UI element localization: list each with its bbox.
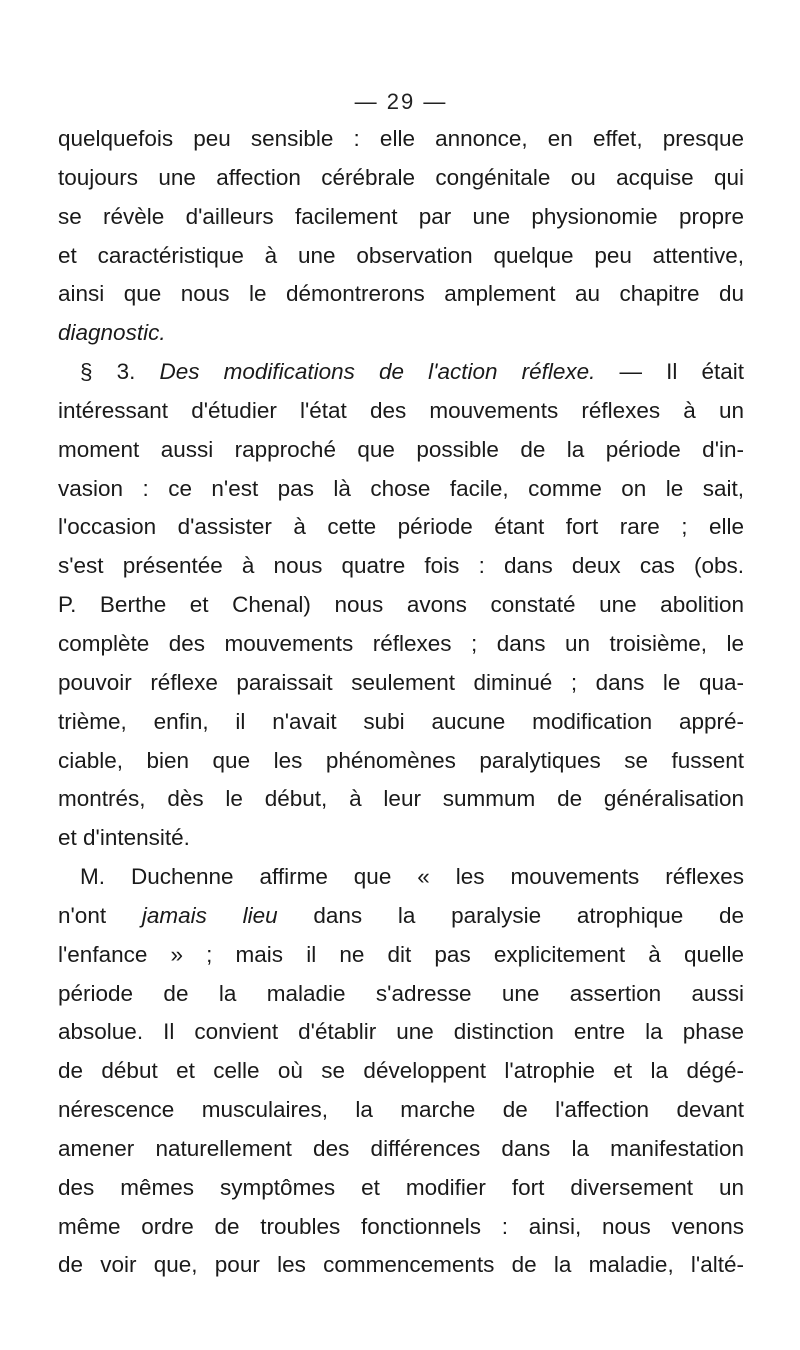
text-run: même ordre de troubles fonctionnels : ainsi, nous venons (58, 1213, 744, 1239)
text-run: et caractéristique à une observation quelque peu attentive, (58, 242, 744, 268)
italic-text: jamais lieu (141, 902, 278, 928)
text-line (58, 780, 744, 819)
italic-text: Des modifications de l'action réflexe. (159, 359, 596, 385)
text-run: quelquefois peu sensible : elle annonce, en effet, presque (58, 126, 744, 151)
text-line (58, 586, 744, 625)
text-line (58, 1169, 744, 1208)
text-run: complète des mouvements réflexes ; dans un troisième, le (58, 630, 744, 656)
text-run: période de la maladie s'adresse une assertion aussi (58, 980, 744, 1006)
text-line (58, 547, 744, 586)
text-line (58, 742, 744, 781)
text-run: toujours une affection cérébrale congénitale ou acquise qui (58, 164, 744, 190)
text-line (58, 198, 744, 237)
text-line (58, 275, 744, 314)
text-run: vasion : ce n'est pas là chose facile, comme on le sait, (58, 475, 744, 501)
text-run: — Il était (595, 359, 744, 385)
text-line (58, 1052, 744, 1091)
text-run: montrés, dès le début, à leur summum de généralisation (58, 786, 744, 812)
text-run: amener naturellement des différences dans la manifestation (58, 1135, 744, 1161)
text-line (58, 392, 744, 431)
text-run: § 3. (80, 359, 160, 385)
text-line (58, 819, 744, 858)
text-line (58, 1091, 744, 1130)
text-line (58, 314, 744, 353)
text-line (58, 858, 744, 897)
text-run: P. Berthe et Chenal) nous avons constaté une abolition (58, 592, 744, 618)
text-line (58, 1246, 744, 1285)
text-line (58, 159, 744, 198)
text-run: s'est présentée à nous quatre fois : dans deux cas (obs. (58, 553, 744, 579)
text-line (58, 897, 744, 936)
text-line (58, 237, 744, 276)
text-run: se révèle d'ailleurs facilement par une physionomie propre (58, 203, 744, 229)
text-line (58, 470, 744, 509)
text-run: de voir que, pour les commencements de la maladie, l'alté- (58, 1252, 744, 1278)
text-run: absolue. Il convient d'établir une distinction entre la phase (58, 1019, 744, 1045)
text-line (58, 1130, 744, 1169)
text-line (58, 1013, 744, 1052)
italic-text: diagnostic. (58, 320, 166, 346)
text-line (58, 975, 744, 1014)
text-line (58, 1208, 744, 1247)
text-run: M. Duchenne affirme que « les mouvements réflexes (80, 864, 744, 890)
text-run: ciable, bien que les phénomènes paralytiques se fussent (58, 747, 744, 773)
text-run: intéressant d'étudier l'état des mouvements réflexes à un (58, 397, 744, 423)
text-line (58, 664, 744, 703)
text-run: des mêmes symptômes et modifier fort diversement un (58, 1174, 744, 1200)
text-run: moment aussi rapproché que possible de la période d'in- (58, 436, 744, 462)
text-run: l'occasion d'assister à cette période étant fort rare ; elle (58, 514, 744, 540)
text-line (58, 508, 744, 547)
text-run: pouvoir réflexe paraissait seulement diminué ; dans le qua- (58, 669, 744, 695)
text-run: l'enfance » ; mais il ne dit pas explicitement à quelle (58, 941, 744, 967)
text-run: n'ont (58, 902, 142, 928)
text-line (58, 625, 744, 664)
text-line (58, 431, 744, 470)
text-run: nérescence musculaires, la marche de l'affection devant (58, 1097, 744, 1123)
text-run: trième, enfin, il n'avait subi aucune modification appré- (58, 708, 744, 734)
text-run: et d'intensité. (58, 825, 190, 851)
text-run: dans la paralysie atrophique de (277, 902, 744, 928)
body-text (58, 120, 744, 1285)
text-run: ainsi que nous le démontrerons amplement au chapitre du (58, 281, 744, 307)
text-line (58, 353, 744, 392)
book-page (58, 84, 744, 1285)
text-run: de début et celle où se développent l'atrophie et la dégé- (58, 1058, 744, 1084)
text-line (58, 936, 744, 975)
page-number: — 29 — (354, 89, 448, 114)
text-line (58, 120, 744, 159)
text-line (58, 703, 744, 742)
